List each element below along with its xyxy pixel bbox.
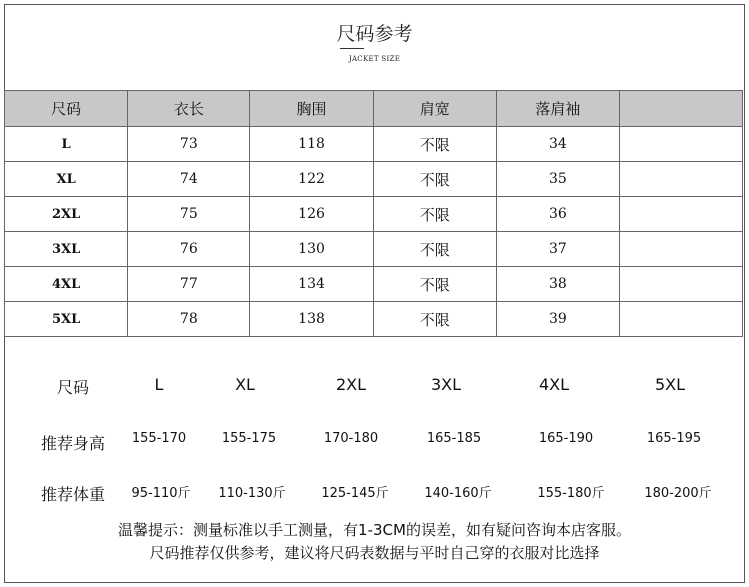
weight-value: 110-130斤	[218, 486, 286, 501]
table-cell: 74	[128, 162, 250, 197]
table-cell: 4XL	[5, 267, 128, 302]
table-row	[5, 197, 743, 232]
weight-value: 140-160斤	[424, 486, 492, 501]
recommend-height-row	[5, 431, 744, 461]
size-value: 3XL	[430, 375, 462, 394]
weight-value: 180-200斤	[644, 486, 712, 501]
table-cell: 138	[250, 302, 373, 337]
table-cell: 3XL	[5, 232, 128, 267]
height-value: 155-175	[221, 431, 277, 446]
size-chart	[4, 4, 745, 583]
table-cell: 34	[496, 127, 619, 162]
table-row	[5, 162, 743, 197]
height-value: 165-185	[426, 431, 482, 446]
table-cell: 35	[496, 162, 619, 197]
table-cell	[619, 127, 742, 162]
size-label: 尺码	[57, 378, 90, 397]
chart-subtitle: JACKET SIZE	[348, 55, 401, 63]
chart-header	[5, 5, 744, 91]
title-underline	[340, 48, 364, 49]
table-cell: 不限	[373, 127, 496, 162]
table-cell: 118	[250, 127, 373, 162]
table-cell: 78	[128, 302, 250, 337]
table-cell: 不限	[373, 302, 496, 337]
table-row	[5, 232, 743, 267]
table-cell: 39	[496, 302, 619, 337]
table-row	[5, 127, 743, 162]
table-cell: 77	[128, 267, 250, 302]
table-row	[5, 267, 743, 302]
height-value: 170-180	[323, 431, 379, 446]
recommend-weight-row	[5, 482, 744, 512]
table-cell: 36	[496, 197, 619, 232]
column-header	[619, 91, 742, 127]
table-cell	[619, 162, 742, 197]
table-cell: 37	[496, 232, 619, 267]
table-cell: 5XL	[5, 302, 128, 337]
table-cell: 2XL	[5, 197, 128, 232]
table-cell: XL	[5, 162, 128, 197]
table-cell: 不限	[373, 232, 496, 267]
size-value: 2XL	[335, 375, 367, 394]
table-cell	[619, 197, 742, 232]
table-cell: 75	[128, 197, 250, 232]
weight-value: 155-180斤	[537, 486, 605, 501]
measurement-note: 温馨提示：测量标准以手工测量，有1-3CM的误差，如有疑问咨询本店客服。	[118, 521, 631, 539]
table-cell: 122	[250, 162, 373, 197]
column-header: 肩宽	[373, 91, 496, 127]
column-header: 尺码	[5, 91, 128, 127]
table-cell: 73	[128, 127, 250, 162]
height-label: 推荐身高	[41, 434, 106, 453]
table-cell	[619, 267, 742, 302]
table-header-row	[5, 91, 743, 127]
recommend-size-row	[5, 375, 744, 405]
table-row	[5, 302, 743, 337]
size-table	[4, 90, 743, 337]
column-header: 衣长	[128, 91, 250, 127]
height-value: 155-170	[131, 431, 187, 446]
height-value: 165-190	[538, 431, 594, 446]
size-value: XL	[235, 375, 255, 394]
table-cell: 76	[128, 232, 250, 267]
size-value: 5XL	[654, 375, 686, 394]
table-cell	[619, 232, 742, 267]
table-cell: 不限	[373, 162, 496, 197]
size-advice-note: 尺码推荐仅供参考，建议将尺码表数据与平时自己穿的衣服对比选择	[149, 544, 600, 562]
height-value: 165-195	[646, 431, 702, 446]
weight-value: 95-110斤	[131, 486, 191, 501]
column-header: 胸围	[250, 91, 373, 127]
size-value: 4XL	[538, 375, 570, 394]
table-cell: 38	[496, 267, 619, 302]
table-cell: 不限	[373, 267, 496, 302]
chart-title: 尺码参考	[336, 23, 413, 45]
table-cell: 126	[250, 197, 373, 232]
table-cell: 134	[250, 267, 373, 302]
table-cell: L	[5, 127, 128, 162]
weight-label: 推荐体重	[41, 485, 106, 504]
column-header: 落肩袖	[496, 91, 619, 127]
weight-value: 125-145斤	[321, 486, 389, 501]
size-value: L	[154, 375, 164, 394]
table-cell	[619, 302, 742, 337]
table-cell: 不限	[373, 197, 496, 232]
table-cell: 130	[250, 232, 373, 267]
